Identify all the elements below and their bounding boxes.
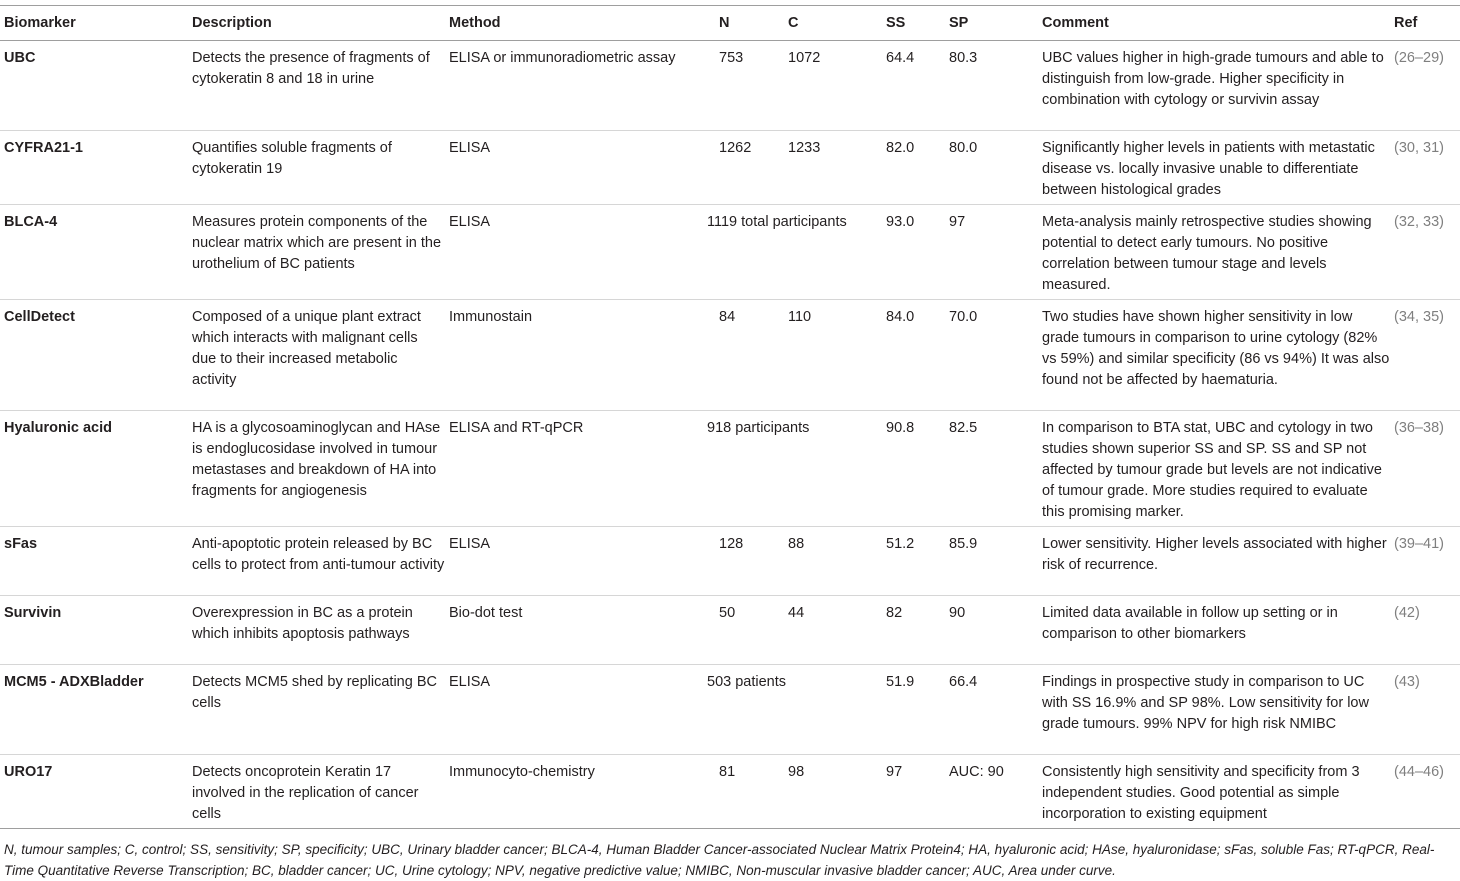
cell-ref (1390, 205, 1460, 300)
cell-comment-text: Two studies have shown higher sensitivity in low grade tumours in comparison to urine cytology (82% vs 59%) and similar specificity (86 vs 94%) It was also found not be affected by haematuria. (1042, 309, 1390, 388)
cell-method (445, 527, 703, 596)
cell-biomarker (0, 300, 188, 411)
cell-sp (945, 131, 1038, 205)
cell-method-text: ELISA (449, 214, 491, 230)
cell-biomarker (0, 411, 188, 527)
cell-ref-text: (36–38) (1394, 420, 1444, 436)
cell-biomarker-text: URO17 (4, 764, 53, 780)
table-footnote: N, tumour samples; C, control; SS, sensitivity; SP, specificity; UBC, Urinary bladder cancer; BLCA-4, Human Bladder Cancer-associated Nuclear Matrix Protein4; HA, hyaluronic acid; HAse, hyaluronidase; sFas, soluble Fas; RT-qPCR, Real-Time Quantitative Reverse Transcription; BC, bladder cancer; UC, Urine cytology; NPV, negative predictive value; NMIBC, Non-muscular invasive bladder cancer; AUC, Area under curve. (4, 842, 1435, 878)
cell-ss (882, 131, 945, 205)
cell-sp-text: 80.3 (949, 50, 978, 66)
cell-description (188, 755, 445, 829)
table-row (0, 131, 1460, 205)
cell-c-text: 88 (788, 536, 805, 552)
cell-c (772, 131, 882, 205)
cell-ss-text: 84.0 (886, 309, 915, 325)
cell-comment-text: Meta-analysis mainly retrospective studies showing potential to detect early tumours. No positive correlation between tumour stage and levels measured. (1042, 214, 1372, 293)
cell-method-text: ELISA (449, 674, 491, 690)
cell-description-text: Detects MCM5 shed by replicating BC cells (192, 674, 437, 711)
cell-ss (882, 300, 945, 411)
cell-comment-text: Lower sensitivity. Higher levels associated with higher risk of recurrence. (1042, 536, 1387, 573)
cell-method (445, 131, 703, 205)
cell-comment (1038, 665, 1390, 755)
cell-biomarker (0, 665, 188, 755)
cell-biomarker-text: UBC (4, 50, 36, 66)
cell-n-text: 84 (719, 309, 736, 325)
cell-description-text: Overexpression in BC as a protein which inhibits apoptosis pathways (192, 605, 413, 642)
cell-ref-text: (34, 35) (1394, 309, 1444, 325)
header-description: Description (192, 14, 272, 31)
header-method: Method (449, 14, 501, 31)
cell-comment-text: UBC values higher in high-grade tumours and able to distinguish from low-grade. Higher specificity in combination with cytology or survivin assay (1042, 50, 1384, 108)
cell-description (188, 665, 445, 755)
cell-c (772, 41, 882, 131)
cell-n (703, 131, 772, 205)
cell-n (703, 596, 772, 665)
cell-ss (882, 41, 945, 131)
header-comment: Comment (1042, 14, 1109, 31)
cell-ref-text: (32, 33) (1394, 214, 1444, 230)
cell-ref (1390, 131, 1460, 205)
cell-biomarker-text: Survivin (4, 605, 62, 621)
cell-method-text: ELISA (449, 140, 491, 156)
cell-ref-text: (39–41) (1394, 536, 1444, 552)
table-row (0, 411, 1460, 527)
cell-c (772, 300, 882, 411)
cell-ss-text: 97 (886, 764, 903, 780)
cell-biomarker-text: CYFRA21-1 (4, 140, 83, 156)
cell-ref (1390, 41, 1460, 131)
cell-ref-text: (26–29) (1394, 50, 1444, 66)
cell-description (188, 300, 445, 411)
cell-ref-text: (44–46) (1394, 764, 1444, 780)
cell-comment (1038, 41, 1390, 131)
cell-ss-text: 82.0 (886, 140, 915, 156)
cell-method-text: ELISA (449, 536, 491, 552)
cell-sp-text: 90 (949, 605, 966, 621)
table-row (0, 300, 1460, 411)
cell-biomarker (0, 596, 188, 665)
cell-c-text: 98 (788, 764, 805, 780)
cell-participants (703, 205, 882, 300)
cell-description-text: Composed of a unique plant extract which interacts with malignant cells due to their increased metabolic activity (192, 309, 421, 388)
cell-method (445, 665, 703, 755)
table-row (0, 665, 1460, 755)
cell-sp-text: 85.9 (949, 536, 978, 552)
cell-ss (882, 527, 945, 596)
cell-n (703, 527, 772, 596)
cell-sp-text: 80.0 (949, 140, 978, 156)
cell-sp (945, 596, 1038, 665)
cell-n (703, 755, 772, 829)
cell-ref-text: (30, 31) (1394, 140, 1444, 156)
cell-description-text: Anti-apoptotic protein released by BC cells to protect from anti-tumour activity (192, 536, 445, 573)
cell-n (703, 41, 772, 131)
cell-participants-text: 503 patients (707, 674, 787, 690)
cell-sp (945, 527, 1038, 596)
cell-c-text: 1233 (788, 140, 821, 156)
cell-method (445, 411, 703, 527)
cell-comment (1038, 300, 1390, 411)
cell-sp (945, 300, 1038, 411)
cell-biomarker-text: MCM5 - ADXBladder (4, 674, 144, 690)
table-row (0, 755, 1460, 829)
cell-c-text: 110 (788, 309, 812, 325)
cell-biomarker (0, 41, 188, 131)
cell-c (772, 527, 882, 596)
cell-biomarker (0, 205, 188, 300)
cell-ss (882, 755, 945, 829)
cell-ref (1390, 596, 1460, 665)
cell-ref-text: (43) (1394, 674, 1420, 690)
cell-description-text: Measures protein components of the nuclear matrix which are present in the urothelium of BC patients (192, 214, 442, 272)
cell-sp-text: 70.0 (949, 309, 978, 325)
cell-ss-text: 64.4 (886, 50, 915, 66)
cell-comment (1038, 205, 1390, 300)
cell-comment-text: Findings in prospective study in comparison to UC with SS 16.9% and SP 98%. Low sensitivity for low grade tumours. 99% NPV for high risk NMIBC (1042, 674, 1369, 732)
cell-ref-text: (42) (1394, 605, 1420, 621)
cell-description (188, 596, 445, 665)
cell-participants (703, 411, 882, 527)
cell-ss-text: 93.0 (886, 214, 915, 230)
cell-ref (1390, 300, 1460, 411)
cell-biomarker-text: CellDetect (4, 309, 75, 325)
cell-description-text: Detects the presence of fragments of cytokeratin 8 and 18 in urine (192, 50, 430, 87)
cell-comment-text: Consistently high sensitivity and specificity from 3 independent studies. Good potential as simple incorporation to existing equipment (1042, 764, 1360, 822)
cell-description-text: HA is a glycosoaminoglycan and HAse is endoglucosidase involved in tumour metastases and breakdown of HA into fragments for angiogenesis (192, 420, 441, 499)
header-n: N (719, 14, 730, 31)
cell-comment-text: Limited data available in follow up setting or in comparison to other biomarkers (1042, 605, 1338, 642)
cell-n-text: 753 (719, 50, 744, 66)
cell-method (445, 596, 703, 665)
cell-sp-text: 82.5 (949, 420, 978, 436)
cell-method (445, 205, 703, 300)
cell-n-text: 128 (719, 536, 744, 552)
cell-method-text: Immunostain (449, 309, 533, 325)
cell-method-text: ELISA and RT-qPCR (449, 420, 584, 436)
cell-ref (1390, 411, 1460, 527)
cell-ss (882, 411, 945, 527)
cell-method-text: ELISA or immunoradiometric assay (449, 50, 676, 66)
cell-description (188, 41, 445, 131)
cell-method (445, 41, 703, 131)
cell-ss-text: 82 (886, 605, 903, 621)
header-ref: Ref (1394, 14, 1418, 31)
cell-description-text: Quantifies soluble fragments of cytokeratin 19 (192, 140, 392, 177)
cell-c (772, 755, 882, 829)
table-row (0, 205, 1460, 300)
cell-method (445, 300, 703, 411)
cell-comment (1038, 131, 1390, 205)
cell-participants (703, 665, 882, 755)
biomarker-table (0, 5, 1460, 829)
cell-comment-text: In comparison to BTA stat, UBC and cytology in two studies shown superior SS and SP. SS and SP not affected by tumour grade but levels are not indicative of tumour grade. More studies required to evaluate this promising marker. (1042, 420, 1382, 520)
cell-biomarker-text: sFas (4, 536, 38, 552)
cell-ss (882, 665, 945, 755)
cell-biomarker-text: Hyaluronic acid (4, 420, 112, 436)
cell-ss-text: 51.9 (886, 674, 915, 690)
cell-sp-text: 66.4 (949, 674, 978, 690)
header-ss: SS (886, 14, 906, 31)
cell-comment (1038, 527, 1390, 596)
cell-sp (945, 41, 1038, 131)
cell-method-text: Bio-dot test (449, 605, 523, 621)
header-c: C (788, 14, 799, 31)
cell-sp (945, 411, 1038, 527)
cell-sp-text: AUC: 90 (949, 764, 1004, 780)
header-sp: SP (949, 14, 969, 31)
cell-comment-text: Significantly higher levels in patients with metastatic disease vs. locally invasive unable to differentiate between histological grades (1042, 140, 1375, 198)
cell-ss-text: 51.2 (886, 536, 915, 552)
cell-sp (945, 205, 1038, 300)
cell-biomarker (0, 527, 188, 596)
cell-n-text: 1262 (719, 140, 752, 156)
cell-biomarker (0, 755, 188, 829)
cell-method (445, 755, 703, 829)
table-row (0, 41, 1460, 131)
cell-n-text: 50 (719, 605, 736, 621)
cell-method-text: Immunocyto-chemistry (449, 764, 595, 780)
cell-description (188, 205, 445, 300)
cell-c-text: 44 (788, 605, 805, 621)
cell-c (772, 596, 882, 665)
cell-biomarker (0, 131, 188, 205)
header-row (0, 6, 1460, 41)
cell-ss (882, 596, 945, 665)
table-row (0, 527, 1460, 596)
cell-description (188, 131, 445, 205)
cell-description-text: Detects oncoprotein Keratin 17 involved in the replication of cancer cells (192, 764, 419, 822)
cell-n-text: 81 (719, 764, 736, 780)
cell-ref (1390, 755, 1460, 829)
header-biomarker: Biomarker (4, 14, 76, 31)
cell-comment (1038, 596, 1390, 665)
cell-comment (1038, 411, 1390, 527)
cell-description (188, 411, 445, 527)
cell-participants-text: 918 participants (707, 420, 810, 436)
cell-ss (882, 205, 945, 300)
cell-sp (945, 665, 1038, 755)
cell-comment (1038, 755, 1390, 829)
cell-n (703, 300, 772, 411)
cell-biomarker-text: BLCA-4 (4, 214, 58, 230)
cell-ref (1390, 665, 1460, 755)
cell-c-text: 1072 (788, 50, 821, 66)
table-row (0, 596, 1460, 665)
cell-description (188, 527, 445, 596)
cell-participants-text: 1119 total participants (707, 214, 847, 230)
cell-ref (1390, 527, 1460, 596)
cell-ss-text: 90.8 (886, 420, 915, 436)
cell-sp-text: 97 (949, 214, 966, 230)
cell-sp (945, 755, 1038, 829)
